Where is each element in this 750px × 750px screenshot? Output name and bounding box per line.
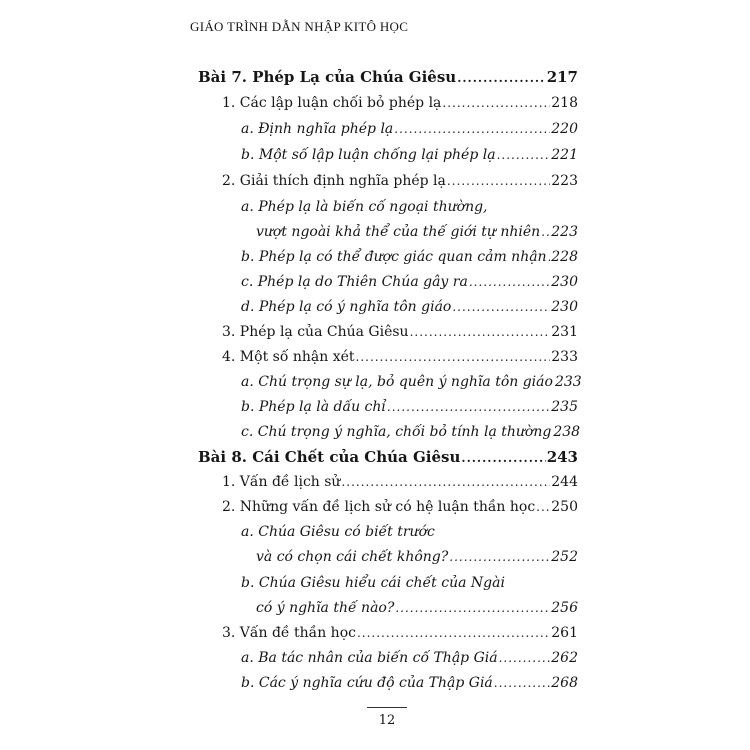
- dot-leader: [499, 645, 551, 671]
- toc-subsection-8-3b: [241, 670, 578, 696]
- dot-leader: [541, 219, 550, 245]
- toc-entry-title: b. Phép lạ là dấu chỉ: [241, 399, 386, 415]
- toc-entry-page: 262: [551, 650, 578, 666]
- toc-entry-page: 223: [551, 173, 578, 189]
- dot-leader: [469, 269, 550, 295]
- toc-chapter-7: [198, 64, 578, 90]
- toc-entry-title: 1. Vấn đề lịch sử: [222, 474, 341, 490]
- dot-leader: [410, 319, 551, 345]
- toc-entry-page: 252: [551, 549, 578, 565]
- dot-leader: [536, 494, 550, 520]
- toc-entry-title: a. Ba tác nhân của biến cố Thập Giá: [241, 650, 498, 666]
- toc-subsection-7-2c: [241, 269, 578, 295]
- toc-entry-title: b. Một số lập luận chống lại phép lạ: [241, 147, 496, 163]
- toc-entry-title: 2. Giải thích định nghĩa phép lạ: [222, 173, 446, 189]
- toc-entry-title: và có chọn cái chết không?: [256, 549, 449, 565]
- toc-entry-title: a. Chúa Giêsu có biết trước: [241, 524, 435, 540]
- toc-entry-title: b. Các ý nghĩa cứu độ của Thập Giá: [241, 675, 493, 691]
- dot-leader: [387, 394, 550, 420]
- toc-subsection-7-4b: [241, 394, 578, 420]
- toc-entry-page: 230: [551, 274, 578, 290]
- dot-leader: [548, 244, 551, 270]
- toc-subsection-8-2b: [256, 595, 578, 621]
- toc-entry-title: b. Phép lạ có thể được giác quan cảm nhận: [241, 249, 547, 265]
- toc-section-7-4: [222, 344, 578, 370]
- dot-leader: [341, 469, 550, 495]
- dot-leader: [442, 90, 550, 116]
- dot-leader: [497, 142, 551, 168]
- dot-leader: [461, 445, 545, 471]
- toc-entry-title: a. Phép lạ là biến cố ngoại thường,: [241, 199, 488, 215]
- toc-entry-page: 231: [551, 324, 578, 340]
- dot-leader: [447, 168, 550, 194]
- toc-entry-title: 3. Phép lạ của Chúa Giêsu: [222, 324, 409, 340]
- toc-entry-title: a. Chú trọng sự lạ, bỏ quên ý nghĩa tôn giáo: [241, 374, 553, 390]
- toc-entry-title: 3. Vấn đề thần học: [222, 625, 356, 641]
- page-number: 12: [378, 713, 396, 728]
- footer-rule: [367, 707, 407, 708]
- toc-entry-page: 233: [554, 374, 582, 390]
- toc-entry-page: 238: [553, 424, 581, 440]
- toc-chapter-8: [198, 444, 578, 470]
- toc-entry-title: Bài 8. Cái Chết của Chúa Giêsu: [198, 448, 461, 466]
- toc-entry-page: 256: [551, 600, 578, 616]
- toc-entry-page: 233: [551, 349, 578, 365]
- toc-subsection-8-3a: [241, 645, 578, 671]
- dot-leader: [494, 670, 550, 696]
- toc-subsection-7-2a-line1: [241, 194, 578, 220]
- toc-entry-title: 2. Những vấn đề lịch sử có hệ luận thần học: [222, 499, 536, 515]
- toc-section-7-3: [222, 319, 578, 345]
- toc-section-7-1: [222, 90, 578, 116]
- dot-leader: [395, 595, 550, 621]
- toc-entry-title: c. Phép lạ do Thiên Chúa gây ra: [241, 274, 468, 290]
- toc-subsection-7-4a: [241, 369, 582, 395]
- toc-subsection-8-2b-line1: [241, 570, 578, 596]
- toc-subsection-7-1b: [241, 142, 578, 168]
- toc-entry-page: 218: [551, 95, 578, 111]
- toc-entry-title: 4. Một số nhận xét: [222, 349, 355, 365]
- toc-entry-page: 217: [546, 68, 578, 86]
- toc-entry-title: Bài 7. Phép Lạ của Chúa Giêsu: [198, 68, 457, 86]
- toc-entry-page: 230: [551, 299, 578, 315]
- toc-subsection-8-2a-line1: [241, 519, 578, 545]
- toc-subsection-7-2a: [256, 219, 578, 245]
- toc-entry-page: 250: [551, 499, 578, 515]
- toc-entry-title: 1. Các lập luận chối bỏ phép lạ: [222, 95, 442, 111]
- toc-entry-page: 228: [551, 249, 578, 265]
- toc-subsection-7-2b: [241, 244, 578, 270]
- dot-leader: [357, 620, 550, 646]
- toc-section-7-2: [222, 168, 578, 194]
- dot-leader: [449, 544, 550, 570]
- toc-entry-page: 235: [551, 399, 578, 415]
- toc-entry-page: 268: [551, 675, 578, 691]
- dot-leader: [457, 65, 545, 91]
- dot-leader: [356, 344, 551, 370]
- dot-leader: [452, 294, 550, 320]
- toc-section-8-2: [222, 494, 578, 520]
- running-header: GIÁO TRÌNH DẪN NHẬP KITÔ HỌC: [190, 19, 409, 34]
- toc-entry-title: c. Chú trọng ý nghĩa, chối bỏ tính lạ thường: [241, 424, 552, 440]
- toc-entry-page: 244: [551, 474, 578, 490]
- toc-section-8-1: [222, 469, 578, 495]
- dot-leader: [394, 116, 550, 142]
- toc-subsection-7-2d: [241, 294, 578, 320]
- toc-subsection-7-1a: [241, 116, 578, 142]
- toc-entry-page: 243: [546, 448, 578, 466]
- toc-entry-title: a. Định nghĩa phép lạ: [241, 121, 394, 137]
- toc-entry-title: d. Phép lạ có ý nghĩa tôn giáo: [241, 299, 452, 315]
- toc-entry-title: có ý nghĩa thế nào?: [256, 600, 395, 616]
- toc-entry-page: 261: [551, 625, 578, 641]
- toc-subsection-8-2a: [256, 544, 578, 570]
- toc-entry-title: vượt ngoài khả thể của thế giới tự nhiên: [256, 224, 541, 240]
- toc-subsection-7-4c: [241, 419, 581, 445]
- toc-entry-page: 221: [551, 147, 578, 163]
- toc-entry-page: 220: [551, 121, 578, 137]
- toc-entry-page: 223: [551, 224, 578, 240]
- toc-entry-title: b. Chúa Giêsu hiểu cái chết của Ngài: [241, 575, 505, 591]
- toc-section-8-3: [222, 620, 578, 646]
